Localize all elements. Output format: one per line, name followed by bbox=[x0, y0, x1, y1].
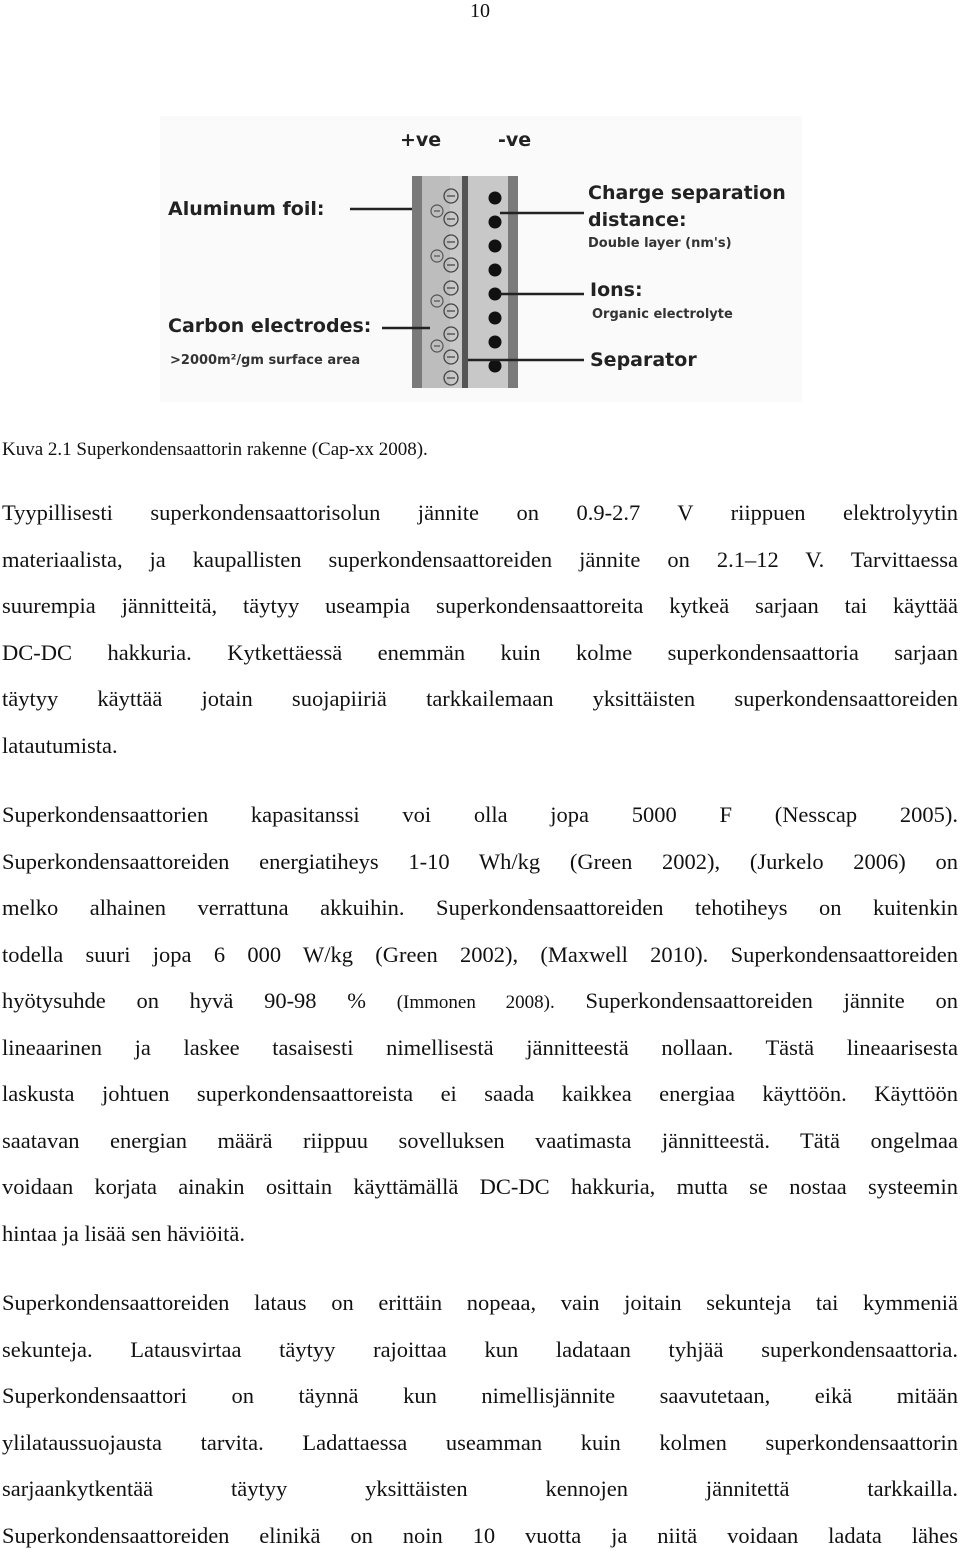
paragraph-line: voidaan korjata ainakin osittain käyttämällä DC-DC hakkuria, mutta se nostaa systeemin bbox=[2, 1164, 958, 1211]
aluminum-foil-layer bbox=[412, 176, 422, 388]
paragraph-3 bbox=[2, 1280, 958, 1559]
paragraph-line: ylilataussuojausta tarvita. Ladattaessa useamman kuin kolmen superkondensaattorin bbox=[2, 1420, 958, 1467]
paragraph-line: saatavan energian määrä riippuu sovelluksen vaatimasta jännitteestä. Tätä ongelmaa bbox=[2, 1118, 958, 1165]
paragraph-line: Superkondensaattori on täynnä kun nimellisjännite saavutetaan, eikä mitään bbox=[2, 1373, 958, 1420]
figure-caption: Kuva 2.1 Superkondensaattorin rakenne (Cap-xx 2008). bbox=[2, 437, 428, 463]
paragraph-line: lineaarinen ja laskee tasaisesti nimellisestä jännitteestä nollaan. Tästä lineaarisesta bbox=[2, 1025, 958, 1072]
efficiency-text: hyötysuhde on hyvä 90-98 % bbox=[2, 988, 397, 1013]
organic-electrolyte-label: Organic electrolyte bbox=[592, 307, 733, 322]
paragraph-line: Superkondensaattoreiden elinikä on noin 10 vuotta ja niitä voidaan ladata lähes bbox=[2, 1513, 958, 1559]
paragraph-1 bbox=[2, 490, 958, 769]
paragraph-line: DC-DC hakkuria. Kytkettäessä enemmän kuin kolme superkondensaattoria sarjaan bbox=[2, 630, 958, 677]
separator-label: Separator bbox=[590, 349, 697, 371]
positive-terminal-label: +ve bbox=[400, 129, 441, 151]
negative-terminal-label: -ve bbox=[498, 129, 531, 151]
aluminum-foil-layer-right bbox=[508, 176, 518, 388]
double-layer-label: Double layer (nm's) bbox=[588, 236, 732, 251]
paragraph-line: melko alhainen verrattuna akkuihin. Superkondensaattoreiden tehotiheys on kuitenkin bbox=[2, 885, 958, 932]
paragraph-line: latautumista. bbox=[2, 723, 958, 770]
supercapacitor-structure-figure bbox=[160, 116, 802, 402]
paragraph-line: hintaa ja lisää sen häviöitä. bbox=[2, 1211, 958, 1258]
paragraph-line: materiaalista, ja kaupallisten superkondensaattoreiden jännite on 2.1–12 V. Tarvittaessa bbox=[2, 537, 958, 584]
paragraph-line: Superkondensaattoreiden lataus on erittäin nopeaa, vain joitain sekunteja tai kymmeniä bbox=[2, 1280, 958, 1327]
paragraph-line: sekunteja. Latausvirtaa täytyy rajoittaa kun ladataan tyhjää superkondensaattoria. bbox=[2, 1327, 958, 1374]
paragraph-2 bbox=[2, 792, 958, 1257]
paragraph-line: suurempia jännitteitä, täytyy useampia superkondensaattoreita kytkeä sarjaan tai käyttää bbox=[2, 583, 958, 630]
page-number: 10 bbox=[0, 0, 960, 22]
paragraph-line: sarjaankytkentää täytyy yksittäisten kennojen jännitettä tarkkailla. bbox=[2, 1466, 958, 1513]
paragraph-line: Superkondensaattorien kapasitanssi voi olla jopa 5000 F (Nesscap 2005). bbox=[2, 792, 958, 839]
paragraph-line: täytyy käyttää jotain suojapiiriä tarkkailemaan yksittäisten superkondensaattoreiden bbox=[2, 676, 958, 723]
charge-separation-label: Charge separation bbox=[588, 182, 786, 204]
citation-immonen: (Immonen 2008). bbox=[397, 992, 555, 1013]
paragraph-line: todella suuri jopa 6 000 W/kg (Green 2002), (Maxwell 2010). Superkondensaattoreiden bbox=[2, 932, 958, 979]
aluminum-foil-label: Aluminum foil: bbox=[168, 198, 324, 220]
ions-label: Ions: bbox=[590, 279, 643, 301]
separator-layer bbox=[462, 176, 468, 388]
charge-separation-label-2: distance: bbox=[588, 209, 687, 231]
paragraph-line: Tyypillisesti superkondensaattorisolun jännite on 0.9-2.7 V riippuen elektrolyytin bbox=[2, 490, 958, 537]
paragraph-line: laskusta johtuen superkondensaattoreista ei saada kaikkea energiaa käyttöön. Käyttöön bbox=[2, 1071, 958, 1118]
voltage-text: Superkondensaattoreiden jännite on bbox=[555, 988, 958, 1013]
carbon-electrodes-label: Carbon electrodes: bbox=[168, 315, 371, 337]
paragraph-line: Superkondensaattoreiden energiatiheys 1-10 Wh/kg (Green 2002), (Jurkelo 2006) on bbox=[2, 839, 958, 886]
carbon-electrode-layer bbox=[422, 176, 450, 388]
paragraph-line-mixed bbox=[2, 978, 958, 1025]
surface-area-label: >2000m²/gm surface area bbox=[170, 353, 360, 368]
